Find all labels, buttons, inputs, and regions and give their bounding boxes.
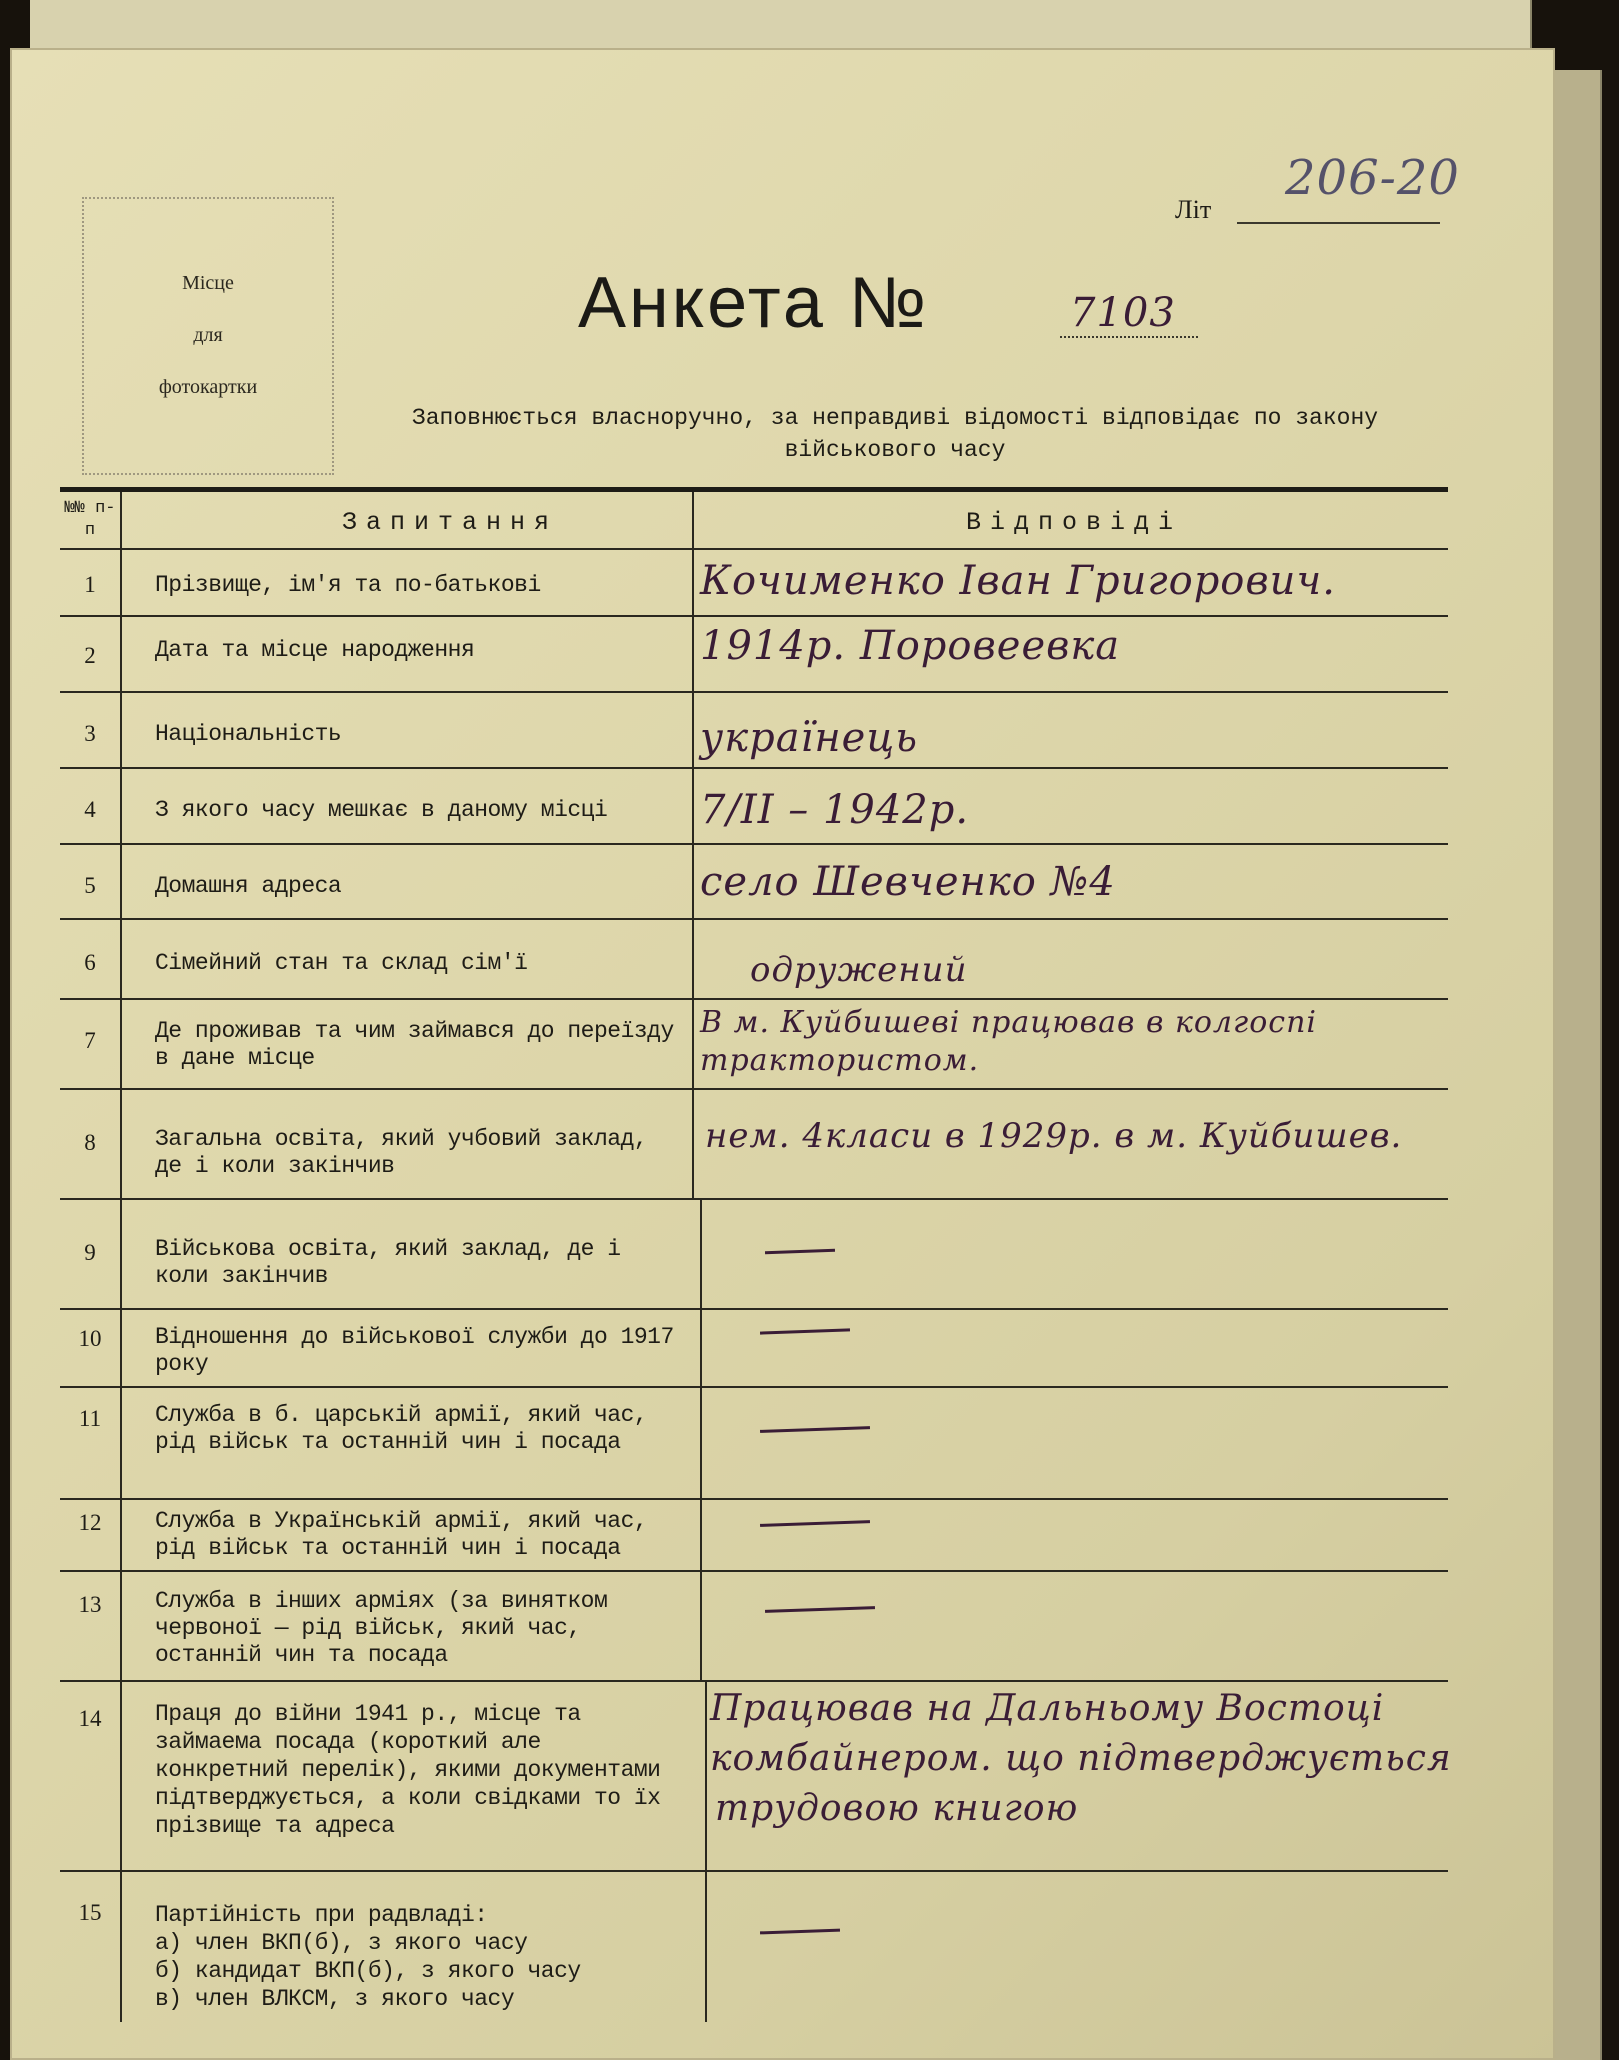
table-row — [60, 1682, 1452, 1872]
table-row — [60, 1500, 1448, 1572]
table-row — [60, 1310, 1448, 1388]
row-answer: українець — [700, 715, 919, 761]
lit-label: Літ — [1175, 195, 1212, 224]
row-number: 7 — [84, 1028, 96, 1053]
table-row — [60, 1872, 1448, 2022]
col-question-header: Запитання — [341, 508, 559, 537]
row-answer: нем. 4класи в 1929р. в м. Куйбишев. — [705, 1116, 1403, 1156]
row-question: Служба в інших арміях (за винятком червоної — рід військ, який час, останній чин та посада — [155, 1588, 608, 1668]
row-question: Праця до війни 1941 р., місце та займаема посада (короткий але конкретний перелік), якими документами підтверджується, а коли свідками то їх прізвище та адреса — [155, 1701, 661, 1839]
table-row — [60, 845, 1448, 920]
row-number: 2 — [84, 643, 96, 668]
photo-placeholder — [82, 197, 334, 475]
row-number: 4 — [84, 797, 96, 822]
row-number: 3 — [84, 721, 96, 746]
row-number: 9 — [84, 1240, 96, 1265]
photo-label-3: фотокартки — [158, 376, 258, 398]
row-answer-line-3: трудовою книгою — [715, 1788, 1079, 1829]
table-header-row — [60, 492, 1448, 550]
row-question: Сімейний стан та склад сім'ї — [155, 950, 528, 976]
subtitle-line-2: військового часу — [784, 437, 1006, 463]
row-question: Домашня адреса — [155, 873, 342, 899]
row-question: Загальна освіта, який учбовий заклад, де і коли закінчив — [155, 1126, 648, 1179]
row-answer: село Шевченко №4 — [700, 859, 1116, 905]
col-answer-header: Відповіді — [965, 508, 1183, 537]
row-question-sub-a: а) член ВКП(б), з якого часу — [155, 1930, 528, 1956]
row-question: Де проживав та чим займався до переїзду в дане місце — [155, 1018, 674, 1071]
row-answer-dash — [765, 1249, 835, 1254]
row-question: Військова освіта, який заклад, де і коли закінчив — [155, 1236, 621, 1289]
row-answer-dash — [760, 1426, 870, 1433]
row-answer-dash — [760, 1328, 850, 1334]
row-answer-dash — [760, 1929, 840, 1935]
lit-value: 206-20 — [1285, 150, 1460, 206]
form-number-underline — [1060, 336, 1198, 338]
col-num-header: №№ п-п — [64, 499, 116, 540]
row-answer: 1914р. Поровеевка — [700, 623, 1121, 669]
row-question-sub-b: б) кандидат ВКП(б), з якого часу — [155, 1958, 581, 1984]
row-number: 8 — [84, 1130, 96, 1155]
table-row — [60, 769, 1448, 845]
table-row — [60, 1090, 1448, 1200]
subtitle — [365, 402, 1425, 466]
row-question: Служба в б. царській армії, який час, рід військ та останній чин і посада — [155, 1402, 648, 1455]
table-row — [60, 617, 1448, 693]
photo-label-1: Місце — [182, 272, 234, 294]
row-answer: одружений — [750, 950, 968, 990]
row-question: Дата та місце народження — [155, 637, 475, 663]
row-answer: 7/II – 1942р. — [700, 787, 970, 833]
row-answer-line-2: комбайнером. що підтверджується — [710, 1738, 1452, 1779]
row-answer: Кочименко Іван Григорович. — [700, 558, 1337, 604]
photo-label-2: для — [193, 324, 223, 346]
row-number: 13 — [78, 1592, 102, 1617]
row-number: 5 — [84, 873, 96, 898]
form-number: 7103 — [1070, 290, 1176, 336]
row-question: Прізвище, ім'я та по-батькові — [155, 572, 541, 598]
row-number: 11 — [78, 1406, 102, 1431]
row-question: Партійність при радвладі: — [155, 1902, 488, 1928]
table-row — [60, 550, 1448, 617]
row-answer-line-1: Працював на Дальньому Востоці — [710, 1688, 1385, 1729]
table-row — [60, 1000, 1448, 1090]
row-question: Служба в Українській армії, який час, рід військ та останній чин і посада — [155, 1508, 648, 1561]
row-answer-dash — [765, 1606, 875, 1613]
row-answer: В м. Куйбишеві працював в колгоспі трактористом. — [700, 1005, 1317, 1078]
row-question: Національність — [155, 721, 342, 747]
subtitle-line-1: Заповнюється власноручно, за неправдиві відомості відповідає по закону — [411, 405, 1379, 431]
table-row — [60, 1572, 1448, 1682]
row-question: Відношення до військової служби до 1917 року — [155, 1324, 674, 1377]
lit-underline — [1237, 222, 1440, 224]
row-number: 1 — [84, 572, 96, 597]
row-answer-dash — [760, 1520, 870, 1527]
row-number: 14 — [78, 1706, 102, 1731]
row-number: 12 — [78, 1510, 102, 1535]
table-row — [60, 1200, 1448, 1310]
row-number: 6 — [84, 950, 96, 975]
table-row — [60, 920, 1448, 1000]
page-title: Анкета № — [578, 263, 930, 343]
row-number: 15 — [78, 1900, 102, 1925]
table-row — [60, 1388, 1448, 1500]
row-question-sub-c: в) член ВЛКСМ, з якого часу — [155, 1986, 515, 2012]
table-row — [60, 693, 1448, 769]
row-question: З якого часу мешкає в даному місці — [155, 797, 608, 823]
row-number: 10 — [78, 1326, 102, 1351]
